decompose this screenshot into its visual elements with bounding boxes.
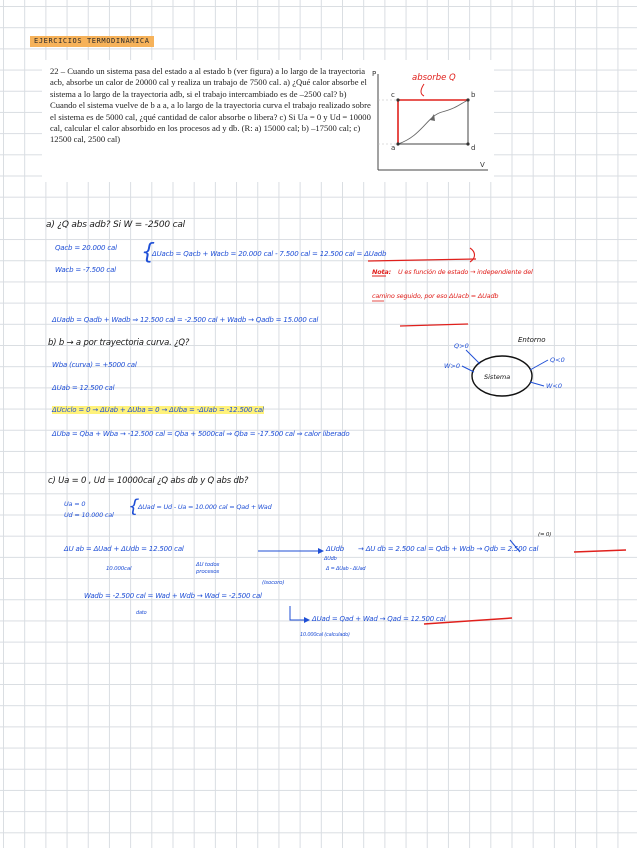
part-c-sub-procesos: ΔU todos procesos — [196, 562, 220, 575]
q-out-label: Q<0 — [550, 356, 565, 364]
part-c-given-ud: Ud = 10.000 cal — [64, 511, 114, 519]
brace-a: { — [141, 240, 155, 265]
pv-diagram — [372, 64, 492, 180]
part-b-du: ΔUab = 12.500 cal — [52, 384, 115, 392]
part-a-eq2: ΔUadb = Qadb + Wadb ⇒ 12.500 cal = -2.500 cal + Wadb → Qadb = 15.000 cal — [52, 316, 319, 324]
part-c-eq-db-under: Δ = ΔUab - ΔUad — [326, 566, 366, 572]
problem-text: 22 – Cuando un sistema pasa del estado a al estado b (ver figura) a lo largo de la trayectoria acb, absorbe un calor de 20000 cal y realiza un trabajo de 7500 cal. a) ¿Qué calor absorbe el sistema a lo largo de la trayectoria adb, si el trabajo intercambiado es de –2500 cal? b) Cuando el sistema vuelve de b a a, a lo largo de la trayectoria curva el trabajo realizado sobre el sistema es de 5000 cal, ¿qué cantidad de calor absorbe o libera? c) Si Ua = 0 y Ud = 10000 cal, calcular el calor absorbido en los procesos ad y db. (R: a) 15000 cal; b) –17500 cal; c) 12500 cal, 2500 cal) — [50, 66, 371, 145]
w-in-label: W>0 — [444, 362, 461, 370]
q-in-label: Q>0 — [454, 342, 469, 350]
part-c-wadb: Wadb = -2.500 cal = Wad + Wdb → Wad = -2.500 cal — [84, 592, 262, 600]
v-axis-label: V — [480, 161, 485, 169]
part-c-eq-db-label: ΔUdb — [326, 545, 344, 553]
system-label: Sistema — [484, 373, 511, 381]
part-a-note-line1: U es función de estado → independiente del — [398, 268, 533, 276]
part-a-eq1: ΔUacb = Qacb + Wacb = 20.000 cal - 7.500 cal = 12.500 cal = ΔUadb — [152, 250, 387, 258]
part-c-final: ΔUad = Qad + Wad → Qad = 12.500 cal — [312, 615, 446, 623]
absorbe-annotation: absorbe Q — [412, 73, 456, 83]
label-c: c — [391, 91, 395, 99]
part-c-wadb-note: (isocoro) — [262, 580, 285, 586]
label-a: a — [391, 144, 396, 152]
part-b-heading: b) b → a por trayectoria curva. ¿Q? — [48, 338, 190, 348]
highlight-cycle: ΔUciclo = 0 → ΔUab + ΔUba = 0 → ΔUba = -ΔUab = -12.500 cal — [52, 406, 264, 414]
part-b-work: Wba (curva) = +5000 cal — [52, 361, 137, 369]
part-a-given-q: Qacb = 20.000 cal — [55, 244, 117, 252]
label-b: b — [471, 91, 476, 99]
part-c-eq-db: → ΔU db = 2.500 cal = Qdb + Wdb → Qdb = 2.500 cal — [358, 545, 539, 553]
brace-c: { — [128, 496, 140, 517]
part-b-cycle — [52, 406, 264, 414]
p-axis-label: P — [372, 70, 377, 78]
part-b-eq: ΔUba = Qba + Wba → -12.500 cal = Qba + 5000cal ⇒ Qba = -17.500 cal ⇒ calor liberado — [52, 430, 350, 438]
part-c-eq-db-sub: ΔUdb — [324, 556, 337, 562]
part-c-wdb-zero-note: (= 0) — [538, 532, 552, 538]
part-c-sub-10000: 10.000cal — [106, 566, 132, 572]
part-c-final-sub: 10.000cal (calculado) — [300, 632, 350, 638]
part-a-note-label: Nota: — [372, 268, 391, 276]
label-d: d — [471, 144, 476, 152]
w-out-label: W<0 — [546, 382, 563, 390]
part-c-wadb-sub: dato — [136, 610, 147, 616]
part-c-heading: c) Ua = 0 , Ud = 10000cal ¿Q abs db y Q abs db? — [48, 476, 249, 486]
part-a-given-w: Wacb = -7.500 cal — [55, 266, 116, 274]
part-a-note-line2: camino seguido, por eso ΔUacb = ΔUadb — [372, 292, 499, 300]
part-c-given-ua: Ua = 0 — [64, 500, 86, 508]
part-c-eq-ab: ΔU ab = ΔUad + ΔUdb = 12.500 cal — [64, 545, 184, 553]
system-surroundings-diagram — [440, 332, 580, 402]
part-c-eq-ad: ΔUad = Ud - Ua = 10.000 cal = Qad + Wad — [138, 503, 272, 511]
arrow-to-dudb — [256, 546, 326, 556]
problem-statement-box — [42, 60, 494, 182]
section-title-tag: EJERCICIOS TERMODINÁMICA — [30, 36, 154, 47]
part-a-heading: a) ¿Q abs adb? Si W = -2500 cal — [46, 220, 185, 230]
surroundings-label: Entorno — [518, 336, 546, 344]
